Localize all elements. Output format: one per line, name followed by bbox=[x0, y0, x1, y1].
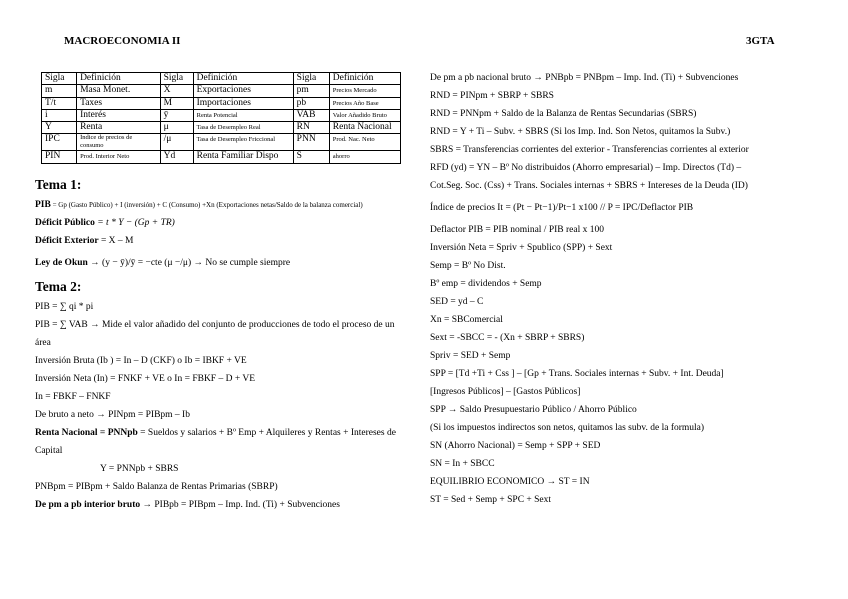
table-cell: Precios Año Base bbox=[329, 97, 400, 109]
table-cell: VAB bbox=[293, 109, 329, 121]
formula-line: SN = In + SBCC bbox=[430, 459, 495, 469]
formula-line: (Si los impuestos indirectos son netos, quitamos las subv. de la formula) bbox=[430, 423, 705, 433]
renta-nacional-label: Renta Nacional = PNNpb bbox=[35, 428, 138, 438]
formula-line: SED = yd – C bbox=[430, 297, 484, 307]
table-cell: RN bbox=[293, 122, 329, 134]
pib-label: PIB bbox=[35, 200, 51, 210]
tema2-heading: Tema 2: bbox=[35, 279, 82, 294]
table-row bbox=[42, 151, 401, 163]
formula-line: SBRS = Transferencias corrientes del exterior - Transferencias corrientes al exterior bbox=[430, 145, 749, 155]
table-row bbox=[42, 122, 401, 134]
table-cell: PNN bbox=[293, 134, 329, 151]
formula-line: Xn = SBComercial bbox=[430, 315, 503, 325]
formula-line: ST = Sed + Semp + SPC + Sext bbox=[430, 495, 552, 505]
table-cell: Valor Añadido Bruto bbox=[329, 109, 400, 121]
formula-line: RND = PNNpm + Saldo de la Balanza de Rentas Secundarias (SBRS) bbox=[430, 109, 697, 119]
formula-line: SPP = [Td +Ti + Css ] – [Gp + Trans. Sociales internas + Subv. + Int. Deuda] bbox=[430, 369, 724, 379]
table-cell: pb bbox=[293, 97, 329, 109]
table-cell: Renta Familiar Dispo bbox=[193, 151, 293, 163]
table-cell: Renta bbox=[77, 122, 161, 134]
table-cell: Masa Monet. bbox=[77, 85, 161, 97]
table-cell: Exportaciones bbox=[193, 85, 293, 97]
formula-line: Semp = Bº No Dist. bbox=[430, 261, 506, 271]
formula-line: SPP → Saldo Presupuestario Público / Ahorro Público bbox=[430, 405, 637, 415]
table-cell: Tasa de Desempleo Real bbox=[193, 122, 293, 134]
table-cell: pm bbox=[293, 85, 329, 97]
formula-line: RND = PINpm + SBRP + SBRS bbox=[430, 91, 554, 101]
ley-okun bbox=[35, 254, 400, 272]
deficit-publico bbox=[35, 214, 400, 232]
table-cell: Índice de precios de consumo bbox=[77, 134, 161, 151]
table-cell: /μ bbox=[160, 134, 193, 151]
table-cell: Taxes bbox=[77, 97, 161, 109]
right-column bbox=[430, 69, 810, 509]
pib-text: = Gp (Gasto Público) + I (inversión) + C (Consumo) +Xn (Exportaciones netas/Saldo de la balanza comercial) bbox=[50, 201, 363, 209]
table-cell: Tasa de Desempleo Friccional bbox=[193, 134, 293, 151]
table-header-cell: Sigla bbox=[293, 73, 329, 85]
formula-line: De bruto a neto → PINpm = PIBpm – Ib bbox=[35, 410, 190, 420]
document-title: MACROECONOMIA II bbox=[64, 35, 181, 47]
formula-line: [Ingresos Públicos] – [Gastos Públicos] bbox=[430, 387, 581, 397]
formula-line: De pm a pb nacional bruto → PNBpb = PNBpm – Imp. Ind. (Ti) + Subvenciones bbox=[430, 73, 739, 83]
left-column bbox=[35, 174, 400, 514]
table-header-cell: Definición bbox=[77, 73, 161, 85]
formula-line: Y = PNNpb + SBRS bbox=[100, 464, 179, 474]
table-cell: Prod. Interior Neto bbox=[77, 151, 161, 163]
table-header-row bbox=[42, 73, 401, 85]
table-cell: T/t bbox=[42, 97, 77, 109]
formula-line: Inversión Neta = Spriv + Spublico (SPP) + Sext bbox=[430, 243, 613, 253]
formula-line: EQUILIBRIO ECONOMICO → ST = IN bbox=[430, 477, 590, 487]
table-cell: m bbox=[42, 85, 77, 97]
table-cell: X bbox=[160, 85, 193, 97]
formula-line: PIB = ∑ qi * pi bbox=[35, 302, 94, 312]
formula-line: Cot.Seg. Soc. (Css) + Trans. Sociales internas + SBRS + Intereses de la Deuda (ID) bbox=[430, 181, 748, 191]
formula-line: PNBpm = PIBpm + Saldo Balanza de Rentas Primarias (SBRP) bbox=[35, 482, 278, 492]
table-row bbox=[42, 134, 401, 151]
formula-line: RND = Y + Ti – Subv. + SBRS (Si los Imp. Ind. Son Netos, quitamos la Subv.) bbox=[430, 127, 731, 137]
formula-line: Bº emp = dividendos + Semp bbox=[430, 279, 542, 289]
pm-pb-interior bbox=[35, 496, 400, 514]
table-cell: IPC bbox=[42, 134, 77, 151]
formula-line: Índice de precios It = (Pt − Pt−1)/Pt−1 x100 // P = IPC/Deflactor PIB bbox=[430, 203, 694, 213]
table-row bbox=[42, 97, 401, 109]
formula-line: Sext = -SBCC = - (Xn + SBRP + SBRS) bbox=[430, 333, 585, 343]
formula-line: Spriv = SED + Semp bbox=[430, 351, 511, 361]
okun-formula: → (y − ȳ)/ȳ = −cte (μ −/μ) → No se cumple siempre bbox=[90, 258, 291, 268]
table-cell: Precios Mercado bbox=[329, 85, 400, 97]
table-cell: i bbox=[42, 109, 77, 121]
table-cell: ȳ bbox=[160, 109, 193, 121]
renta-nacional-text: = Sueldos y salarios + Bº Emp + Alquileres y Rentas + Intereses de Capital bbox=[35, 428, 396, 456]
formula-line: PIB = ∑ VAB → Mide el valor añadido del conjunto de producciones de todo el proceso de un área bbox=[35, 320, 395, 348]
group-code: 3GTA bbox=[746, 35, 775, 47]
deficit-publico-label: Déficit Público bbox=[35, 218, 95, 228]
table-cell: Interés bbox=[77, 109, 161, 121]
table-header-cell: Definición bbox=[193, 73, 293, 85]
formula-line: SN (Ahorro Nacional) = Semp + SPP + SED bbox=[430, 441, 601, 451]
deficit-exterior-label: Déficit Exterior bbox=[35, 236, 99, 246]
deficit-exterior-formula: = X – M bbox=[98, 236, 134, 246]
formula-line: Deflactor PIB = PIB nominal / PIB real x 100 bbox=[430, 225, 604, 235]
table-cell: S bbox=[293, 151, 329, 163]
table-header-cell: Definición bbox=[329, 73, 400, 85]
table-cell: μ bbox=[160, 122, 193, 134]
table-cell: Renta Nacional bbox=[329, 122, 400, 134]
okun-label: Ley de Okun bbox=[35, 258, 88, 268]
table-cell: Importaciones bbox=[193, 97, 293, 109]
table-cell: M bbox=[160, 97, 193, 109]
formula-line: Inversión Bruta (Ib ) = In – D (CKF) o Ib = IBKF + VE bbox=[35, 356, 247, 366]
table-cell: Yd bbox=[160, 151, 193, 163]
formula-line: RFD (yd) = YN – Bº No distribuidos (Ahorro empresarial) – Imp. Directos (Td) – bbox=[430, 163, 742, 173]
deficit-publico-formula: = t * Y − (Gp + TR) bbox=[97, 218, 175, 228]
table-header-cell: Sigla bbox=[160, 73, 193, 85]
table-header-cell: Sigla bbox=[42, 73, 77, 85]
pm-pb-text: → PIBpb = PIBpm – Imp. Ind. (Ti) + Subvenciones bbox=[140, 500, 340, 510]
table-row bbox=[42, 109, 401, 121]
deficit-exterior bbox=[35, 232, 400, 250]
renta-nacional bbox=[35, 424, 400, 460]
table-cell: Prod. Nac. Neto bbox=[329, 134, 400, 151]
table-cell: Renta Potencial bbox=[193, 109, 293, 121]
pm-pb-label: De pm a pb interior bruto bbox=[35, 500, 141, 510]
formula-line: Inversión Neta (In) = FNKF + VE o In = FBKF – D + VE bbox=[35, 374, 256, 384]
table-cell: Y bbox=[42, 122, 77, 134]
siglas-table bbox=[41, 72, 401, 164]
table-cell: PIN bbox=[42, 151, 77, 163]
pib-definition bbox=[35, 196, 400, 214]
formula-line: In = FBKF – FNKF bbox=[35, 392, 111, 402]
table-cell: ahorro bbox=[329, 151, 400, 163]
table-row bbox=[42, 85, 401, 97]
tema1-heading: Tema 1: bbox=[35, 177, 82, 192]
